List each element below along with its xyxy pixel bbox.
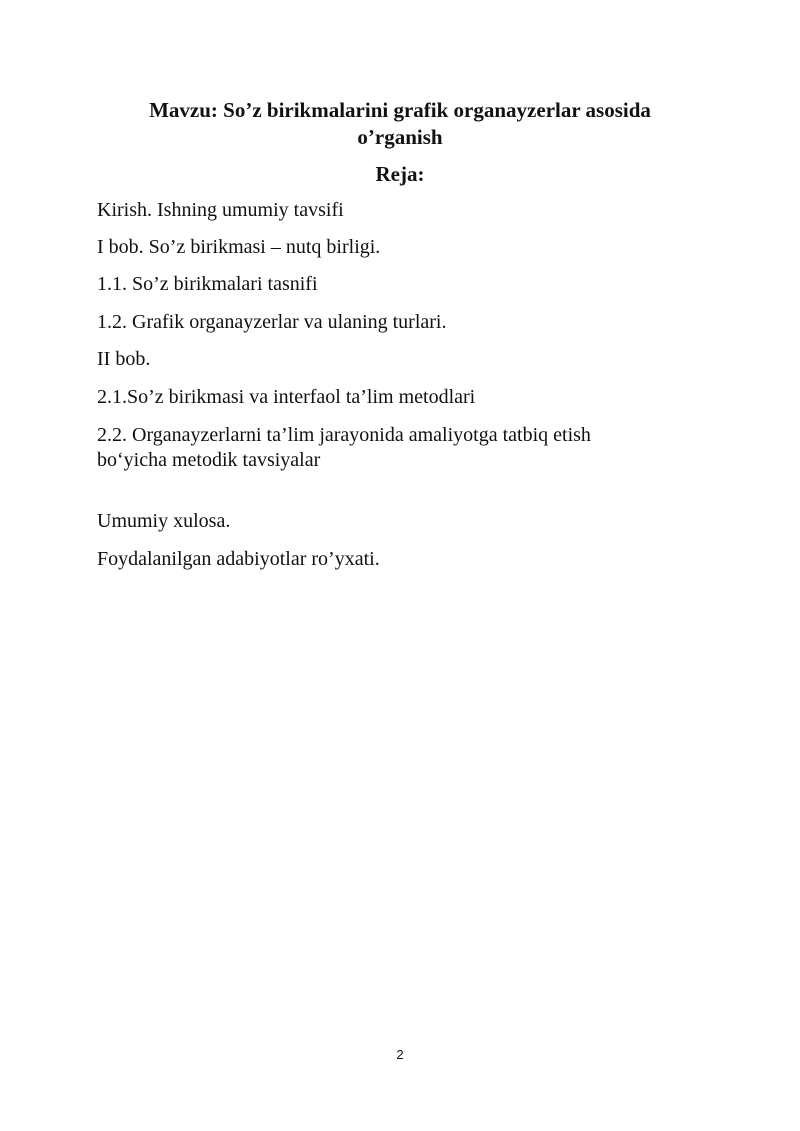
toc-item-1-1: 1.1. So’z birikmalari tasnifi	[97, 273, 318, 295]
document-title	[100, 97, 700, 151]
page-number: 2	[396, 1047, 404, 1062]
toc-item-conclusion: Umumiy xulosa.	[97, 510, 231, 532]
toc-item-chapter-1: I bob. So’z birikmasi – nutq birligi.	[97, 236, 381, 258]
title-line-1: Mavzu: So’z birikmalarini grafik organayzerlar asosida	[149, 98, 651, 122]
toc-item-chapter-2: II bob.	[97, 348, 151, 370]
toc-item-2-2: 2.2. Organayzerlarni ta’lim jarayonida amaliyotga tatbiq etish	[97, 424, 591, 446]
toc-item-2-2-continued: bo‘yicha metodik tavsiyalar	[97, 449, 321, 471]
title-line-2: o’rganish	[357, 125, 443, 149]
toc-item-2-1: 2.1.So’z birikmasi va interfaol ta’lim metodlari	[97, 386, 476, 408]
toc-item-introduction: Kirish. Ishning umumiy tavsifi	[97, 199, 344, 221]
toc-item-references: Foydalanilgan adabiyotlar ro’yxati.	[97, 548, 380, 570]
toc-item-1-2: 1.2. Grafik organayzerlar va ulaning turlari.	[97, 311, 447, 333]
plan-heading: Reja:	[375, 162, 425, 186]
